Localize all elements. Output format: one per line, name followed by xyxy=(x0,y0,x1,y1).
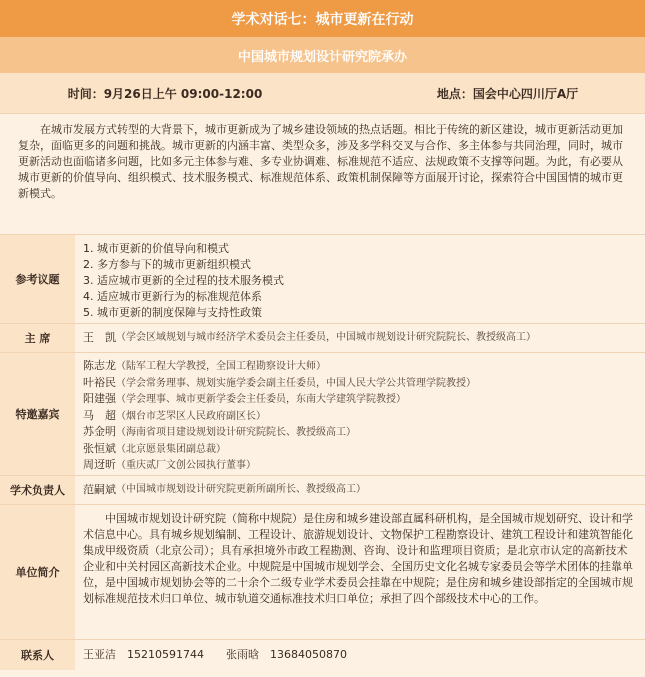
page-title: 学术对话七：城市更新在行动 xyxy=(0,0,645,37)
guest-title: （重庆贰厂文创公园执行董事） xyxy=(116,460,256,471)
guest-name: 阳建强 xyxy=(83,392,116,405)
guest-title: （烟台市芝罘区人民政府副区长） xyxy=(116,410,266,422)
academic-lead-title: （中国城市规划设计研究院更新所副所长、教授级高工） xyxy=(116,484,366,495)
contact-label: 联系人 xyxy=(0,640,75,670)
topic-item: 4. 适应城市更新行为的标准规范体系 xyxy=(83,290,262,303)
guest-item xyxy=(83,424,637,441)
guest-item xyxy=(83,358,637,375)
guest-item xyxy=(83,391,637,408)
guest-item xyxy=(83,441,637,458)
chair-name: 王 凯 xyxy=(83,331,116,344)
contact-item: 张雨晗 13684050870 xyxy=(225,648,347,661)
intro-paragraph: 在城市发展方式转型的大背景下，城市更新成为了城乡建设领域的热点话题。相比于传统的新区建设，城市更新活动更加复杂，面临更多的问题和挑战。城市更新的内涵丰富、类型众多，涉及多学科交叉与合作、多主体参与共同治理，同时，城市更新活动也面临诸多问题，比如多元主体参与难、多专业协调难、标准规范不适应、法规政策不支撑等问题。为此，有必要从城市更新的价值导向、组织模式、技术服务模式、标准规范体系、政策机制保障等方面展开讨论，探索符合中国国情的城市更新模式。 xyxy=(18,123,623,200)
unit-content xyxy=(75,505,645,639)
guest-name: 张恒斌 xyxy=(83,441,116,455)
guest-name: 叶裕民 xyxy=(83,375,116,389)
chair-content xyxy=(75,324,645,352)
guests-row xyxy=(0,352,645,475)
topic-item: 2. 多方参与下的城市更新组织模式 xyxy=(83,258,251,271)
topic-item: 5. 城市更新的制度保障与支持性政策 xyxy=(83,306,262,319)
guest-item xyxy=(83,457,637,474)
guest-title: （陆军工程大学教授，全国工程勘察设计大师） xyxy=(116,361,326,372)
topics-content xyxy=(75,235,645,323)
time-place-bar xyxy=(0,73,645,114)
chair-row xyxy=(0,323,645,352)
guest-item xyxy=(83,375,637,392)
academic-lead-label: 学术负责人 xyxy=(0,476,75,504)
chair-label: 主 席 xyxy=(0,324,75,352)
guest-name: 周迓昕 xyxy=(83,458,116,471)
guests-content xyxy=(75,353,645,475)
academic-lead-row xyxy=(0,475,645,504)
guest-item xyxy=(83,408,637,425)
contact-content xyxy=(75,640,645,670)
unit-label: 单位简介 xyxy=(0,505,75,639)
guest-title: （北京愿景集团副总裁） xyxy=(116,443,226,455)
contact-item: 王亚洁 15210591744 xyxy=(83,648,204,661)
topic-item: 3. 适应城市更新的全过程的技术服务模式 xyxy=(83,274,284,287)
topic-item: 1. 城市更新的价值导向和模式 xyxy=(83,242,229,255)
guest-name: 苏金明 xyxy=(83,425,116,438)
chair-title: （学会区域规划与城市经济学术委员会主任委员，中国城市规划设计研究院院长、教授级高工） xyxy=(116,332,536,343)
guest-name: 陈志龙 xyxy=(83,359,116,372)
guest-title: （学会理事、城市更新学委会主任委员，东南大学建筑学院教授） xyxy=(116,394,406,405)
topics-row xyxy=(0,234,645,323)
unit-text: 中国城市规划设计研究院（简称中规院）是住房和城乡建设部直属科研机构，是全国城市规划研究、设计和学术信息中心。具有城乡规划编制、工程设计、旅游规划设计、文物保护工程勘察设计、建筑工程设计和建筑智能化集成甲级资质（北京公司）；具有承担境外市政工程勘测、咨询、设计和监理项目资质；是北京市认定的高新技术企业和中关村园区高新技术企业。中规院是中国城市规划学会、全国历史文化名城专家委员会等学术团体的挂靠单位，是中国城市规划协会等的二十余个二级专业学术委员会挂靠在中规院；是住房和城乡建设部指定的全国城市规划标准规范技术归口单位、城市轨道交通标准技术归口单位；承担了四个部级技术中心的工作。 xyxy=(83,512,633,605)
topics-list xyxy=(83,239,637,323)
guest-title: （海南省项目建设规划设计研究院院长、教授级高工） xyxy=(116,427,356,438)
organizer-banner: 中国城市规划设计研究院承办 xyxy=(0,37,645,73)
academic-lead-name: 范嗣斌 xyxy=(83,483,116,496)
contact-row xyxy=(0,639,645,670)
unit-row xyxy=(0,504,645,639)
academic-lead-content xyxy=(75,476,645,504)
place-label: 地点：国会中心四川厅A厅 xyxy=(436,86,579,101)
guest-title: （学会常务理事、规划实施学委会副主任委员，中国人民大学公共管理学院教授） xyxy=(116,377,476,389)
guest-name: 马 超 xyxy=(83,408,116,422)
guests-label: 特邀嘉宾 xyxy=(0,353,75,475)
topics-label: 参考议题 xyxy=(0,235,75,323)
time-label: 时间：9月26日上午 09:00-12:00 xyxy=(67,86,263,101)
